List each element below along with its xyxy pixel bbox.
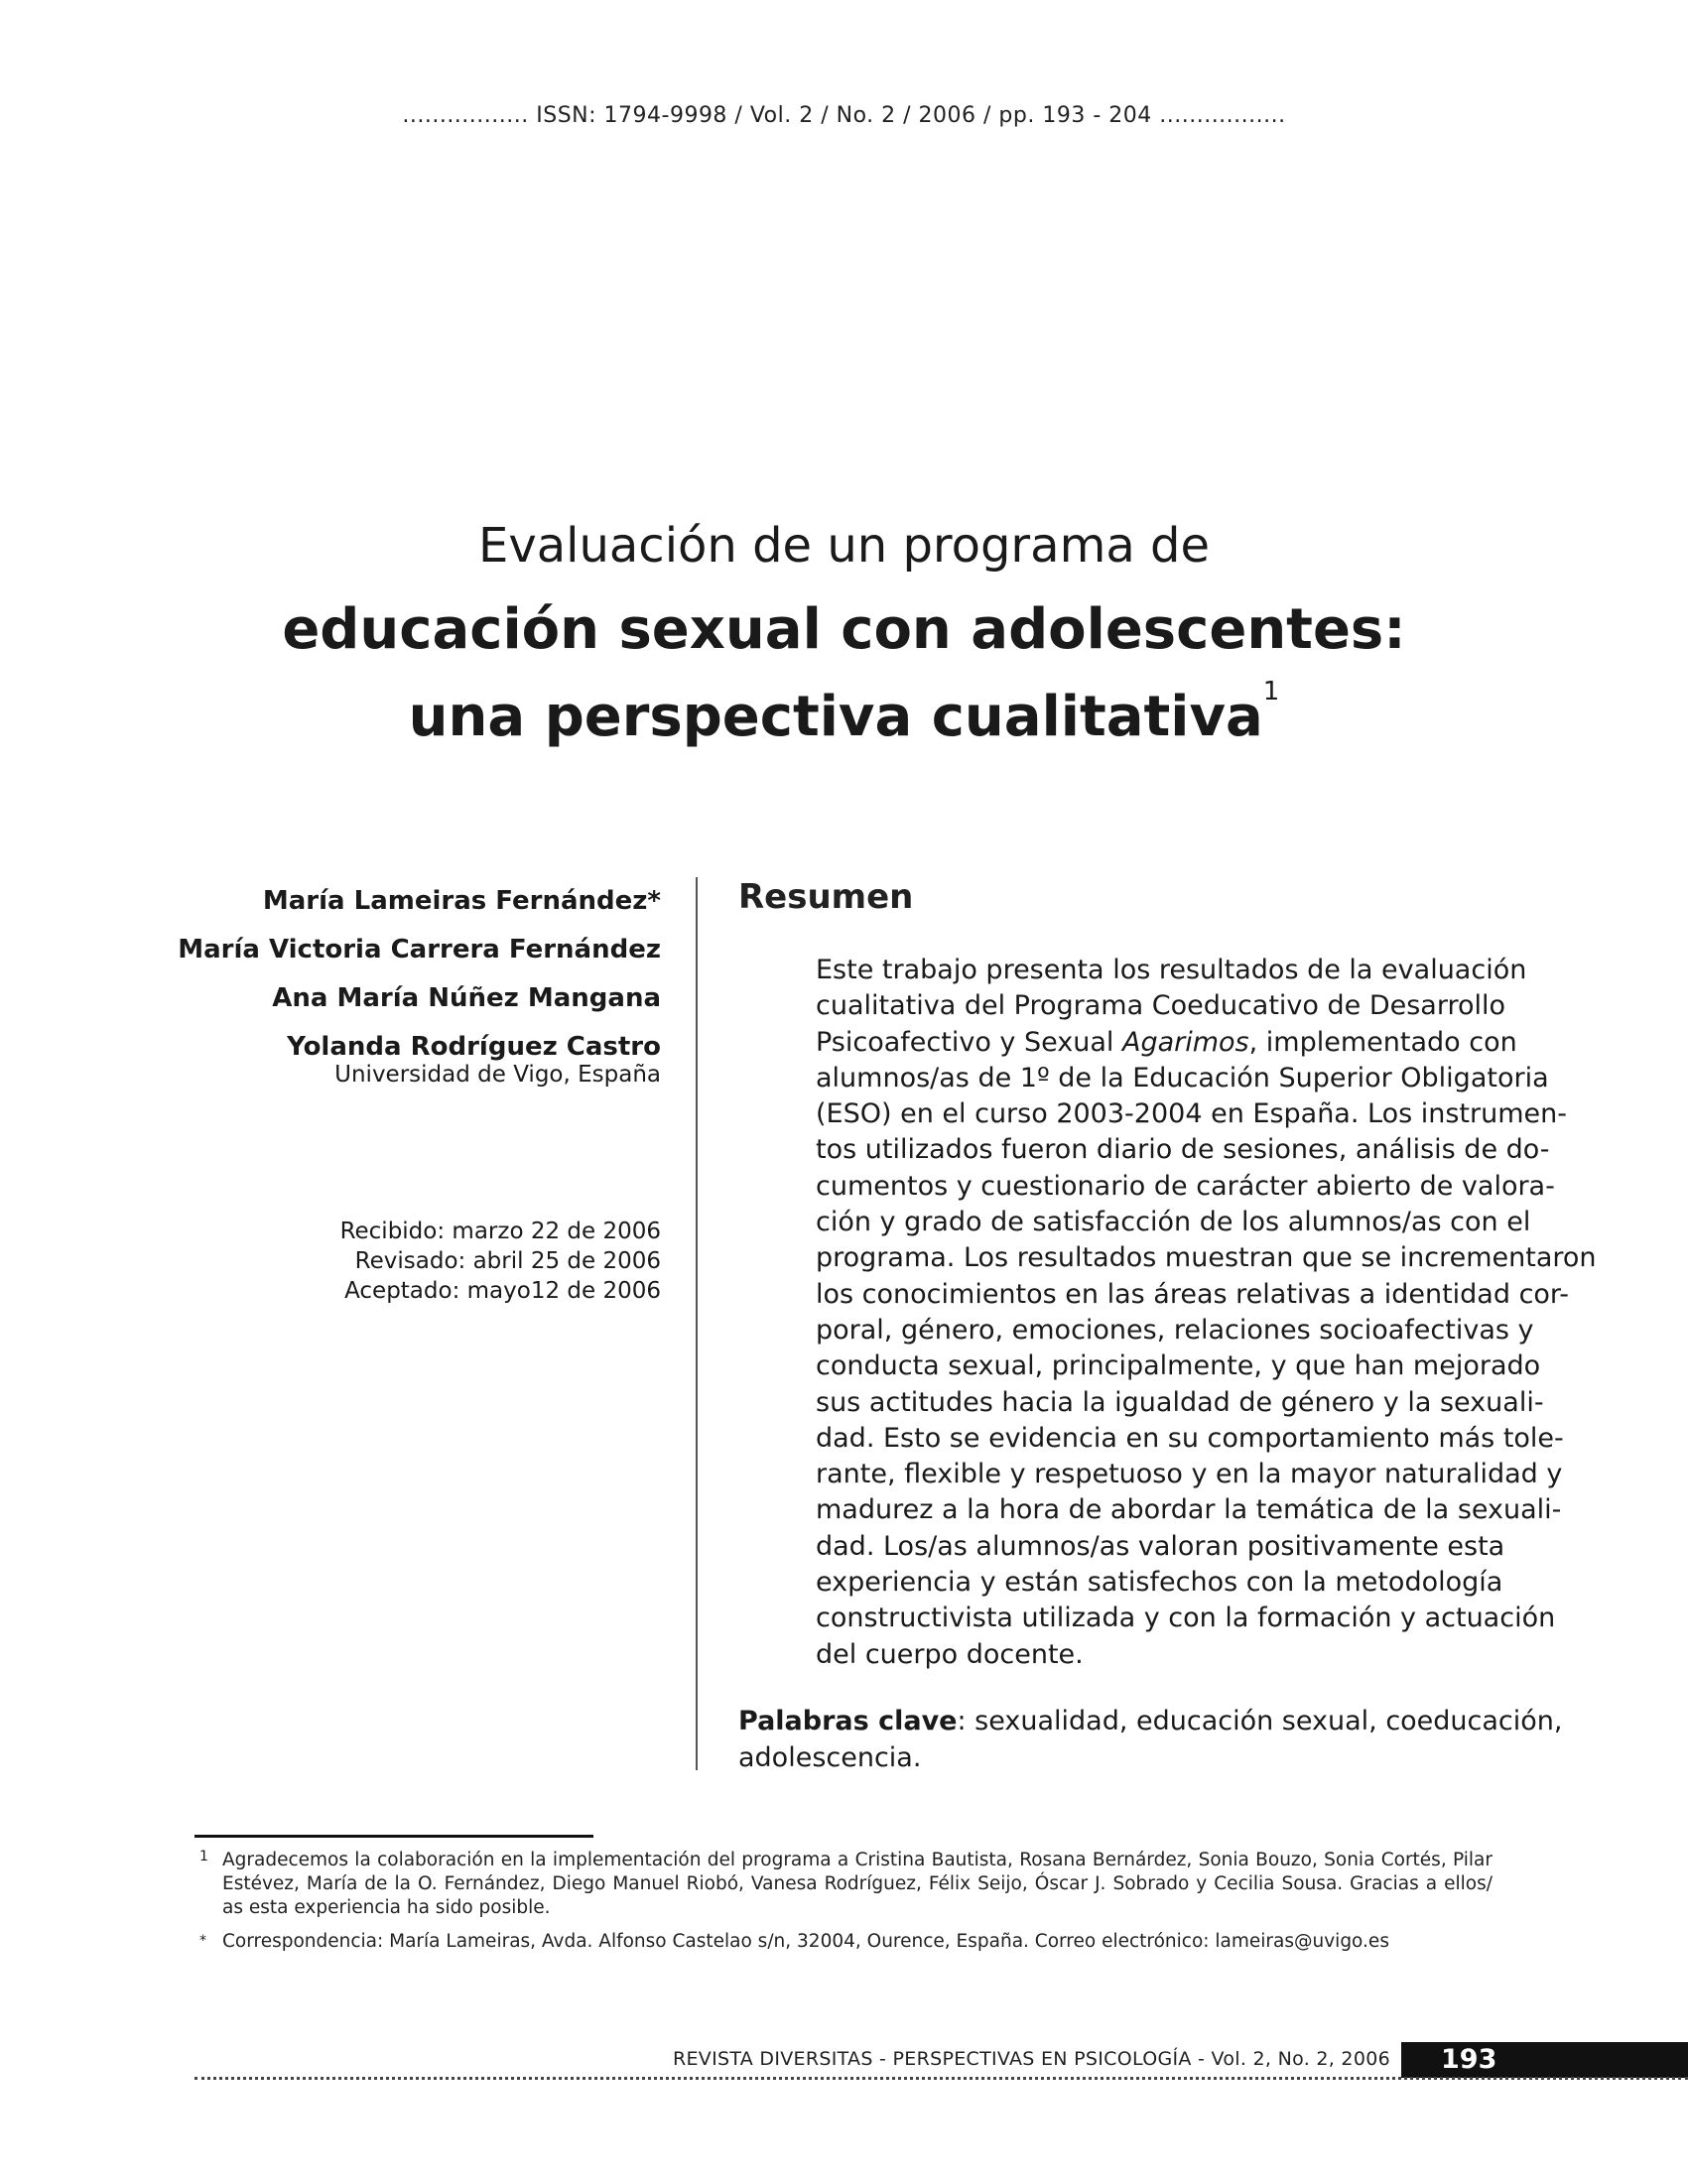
abstract-line: del cuerpo docente.	[816, 1638, 1084, 1670]
page-number-box	[1401, 2042, 1688, 2078]
affiliation: Universidad de Vigo, España	[334, 1062, 661, 1088]
abstract-line: poral, género, emociones, relaciones socioafectivas y	[816, 1314, 1534, 1346]
abstract-line: dad. Los/as alumnos/as valoran positivamente esta	[816, 1530, 1505, 1562]
keywords-line-2: adolescencia.	[738, 1742, 922, 1773]
abstract-line: constructivista utilizada y con la formación y actuación	[816, 1603, 1556, 1634]
author-name: Yolanda Rodríguez Castro	[287, 1032, 661, 1062]
author-name: María Victoria Carrera Fernández	[178, 935, 661, 964]
abstract-line: cumentos y cuestionario de carácter abierto de valora-	[816, 1170, 1555, 1202]
abstract-line: sus actitudes hacia la igualdad de género y la sexuali-	[816, 1386, 1544, 1418]
author-name: María Lameiras Fernández*	[262, 886, 661, 916]
abstract-line: (ESO) en el curso 2003-2004 en España. Los instrumen-	[816, 1098, 1568, 1130]
footnote-2-mark: *	[199, 1933, 206, 1949]
abstract-line: Este trabajo presenta los resultados de la evaluación	[816, 955, 1527, 985]
abstract-body	[816, 953, 1597, 1673]
footnote-rule	[195, 1835, 593, 1838]
title-line-1: Evaluación de un programa de	[477, 518, 1210, 574]
date-revised: Revisado: abril 25 de 2006	[354, 1248, 661, 1274]
abstract-line-3-start: Psicoafectivo y Sexual	[816, 1026, 1122, 1058]
abstract-line: conducta sexual, principalmente, y que han mejorado	[816, 1350, 1541, 1382]
footer-dotted-rule	[195, 2077, 1688, 2080]
footnote-line: Agradecemos la colaboración en la implementación del programa a Cristina Bautista, Rosana Bernárdez, Sonia Bouzo, Sonia Cortés, Pilar	[222, 1850, 1493, 1870]
keywords-line-1	[738, 1703, 1563, 1739]
title-line-3	[0, 677, 1688, 749]
abstract-line: tos utilizados fueron diario de sesiones, análisis de do-	[816, 1134, 1550, 1166]
date-accepted: Aceptado: mayo12 de 2006	[344, 1278, 661, 1304]
footer-journal: REVISTA DIVERSITAS - PERSPECTIVAS EN PSICOLOGÍA - Vol. 2, No. 2, 2006	[672, 2048, 1390, 2070]
author-name: Ana María Núñez Mangana	[272, 983, 661, 1013]
footnote-line: Estévez, María de la O. Fernández, Diego Manuel Riobó, Vanesa Rodríguez, Félix Seijo, Óscar J. Sobrado y Cecilia Sousa. Gracias a ellos/	[222, 1873, 1493, 1894]
keywords-list: : sexualidad, educación sexual, coeducación,	[957, 1706, 1563, 1736]
footnote-2: Correspondencia: María Lameiras, Avda. Alfonso Castelao s/n, 32004, Ourence, España. Correo electrónico: lameiras@uvigo.es	[222, 1931, 1389, 1952]
date-received: Recibido: marzo 22 de 2006	[339, 1219, 661, 1244]
column-divider	[696, 877, 698, 1770]
page-number: 193	[1441, 2044, 1497, 2075]
title-line-3-text: una perspectiva cualitativa	[408, 685, 1263, 749]
footnote-line: as esta experiencia ha sido posible.	[222, 1897, 551, 1918]
abstract-line: los conocimientos en las áreas relativas a identidad cor-	[816, 1278, 1570, 1310]
author-list	[105, 877, 661, 1090]
abstract-line: programa. Los resultados muestran que se incrementaron	[816, 1242, 1597, 1274]
program-name: Agarimos	[1121, 1026, 1249, 1058]
abstract-line-3-end: , implementado con	[1248, 1026, 1517, 1058]
keywords	[738, 1703, 1563, 1776]
abstract-line: rante, flexible y respetuoso y en la mayor naturalidad y	[816, 1459, 1563, 1490]
footnote-1	[222, 1849, 1493, 1920]
keywords-label: Palabras clave	[738, 1706, 958, 1736]
abstract-line: ción y grado de satisfacción de los alumnos/as con el	[816, 1207, 1531, 1238]
journal-header: ................. ISSN: 1794-9998 / Vol. 2 / No. 2 / 2006 / pp. 193 - 204 .................	[402, 103, 1286, 128]
abstract-line: madurez a la hora de abordar la temática de la sexuali-	[816, 1494, 1562, 1526]
title-line-2: educación sexual con adolescentes:	[282, 597, 1406, 662]
abstract-line: experiencia y están satisfechos con la metodología	[816, 1567, 1503, 1599]
abstract-line: alumnos/as de 1º de la Educación Superior Obligatoria	[816, 1062, 1549, 1093]
submission-dates	[105, 1217, 661, 1306]
footnote-1-mark: 1	[199, 1849, 208, 1864]
abstract-line-3	[816, 1025, 1517, 1061]
abstract-line: dad. Esto se evidencia en su comportamiento más tole-	[816, 1422, 1564, 1454]
abstract-heading: Resumen	[738, 877, 914, 917]
abstract-line: cualitativa del Programa Coeducativo de Desarrollo	[816, 990, 1506, 1022]
title-footnote-mark: 1	[1262, 677, 1280, 707]
